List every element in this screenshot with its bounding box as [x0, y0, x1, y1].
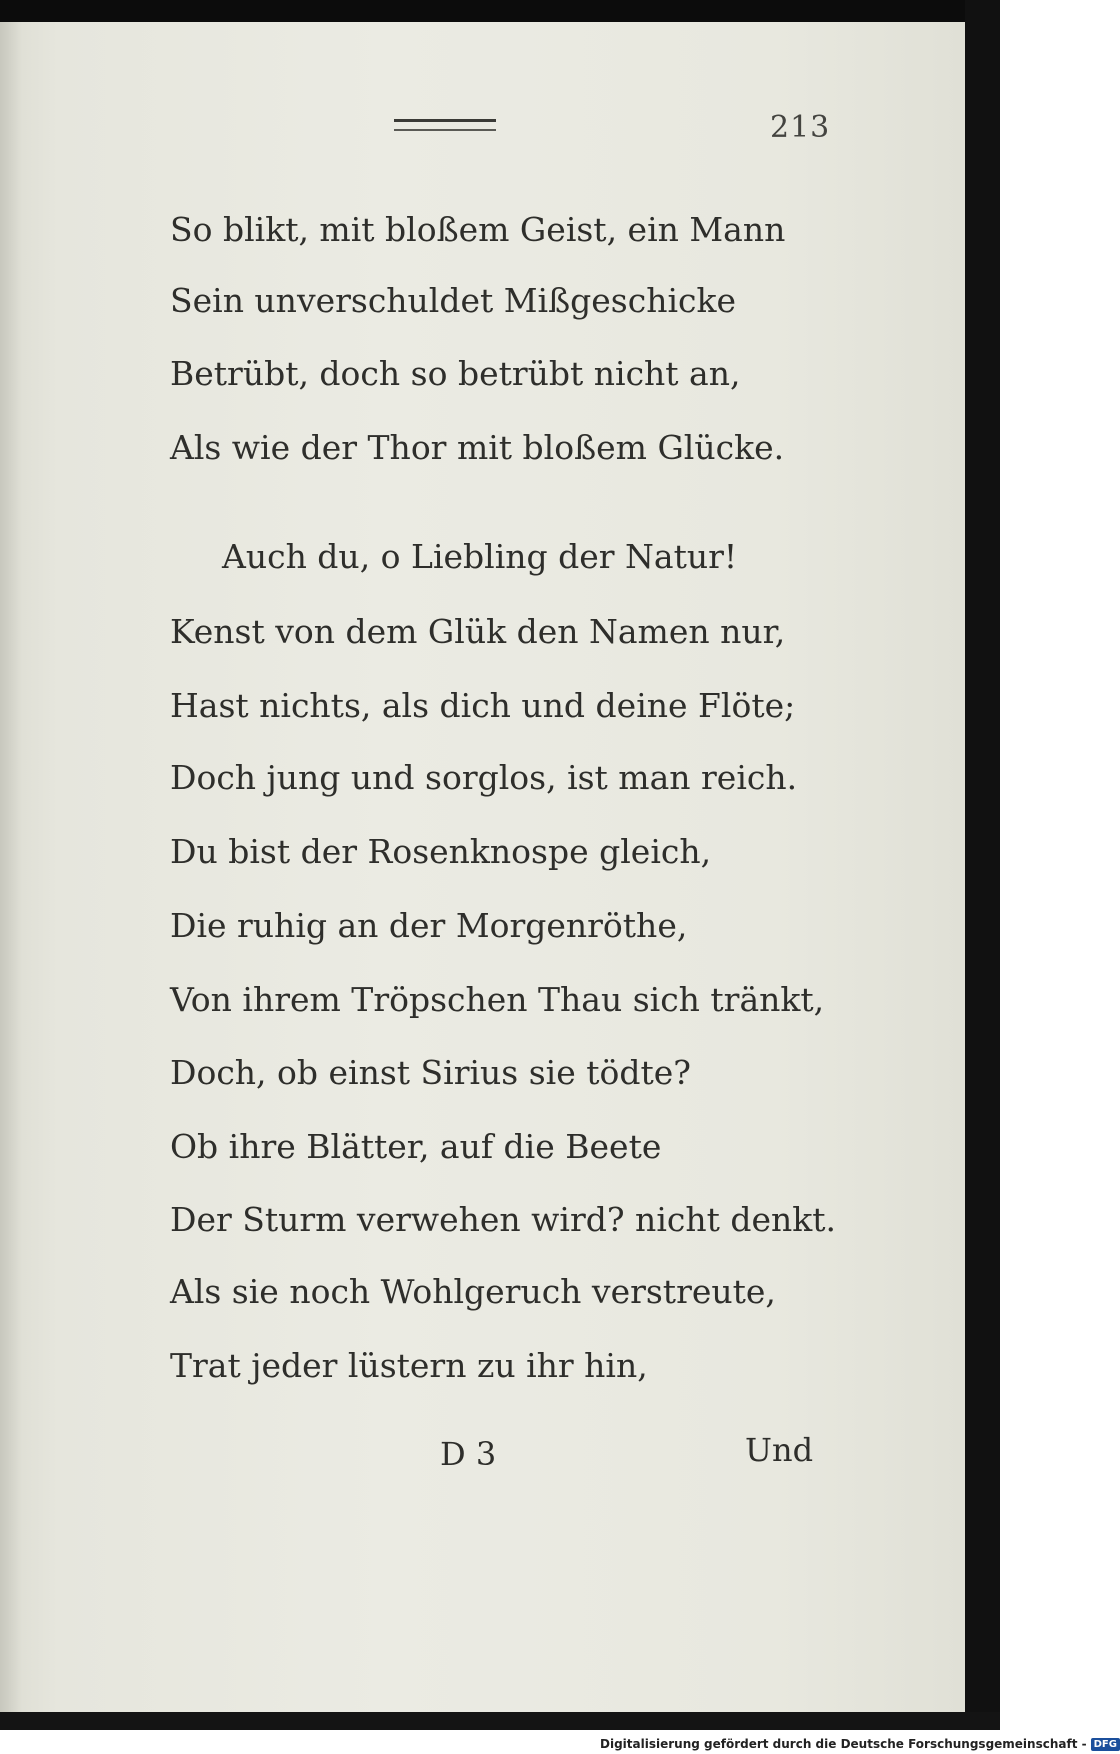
scan-top-border — [0, 0, 1000, 22]
poem-line: So blikt, mit bloßem Geist, ein Mann — [170, 210, 786, 249]
poem-line: Als wie der Thor mit bloßem Glücke. — [170, 428, 785, 467]
poem-line: Die ruhig an der Morgenröthe, — [170, 906, 688, 945]
poem-line: Der Sturm verwehen wird? nicht denkt. — [170, 1200, 837, 1239]
poem-line: Betrübt, doch so betrübt nicht an, — [170, 354, 741, 393]
poem-line: Sein unverschuldet Mißgeschicke — [170, 281, 737, 320]
poem-line: Hast nichts, als dich und deine Flöte; — [170, 686, 796, 725]
poem-line: Du bist der Rosenknospe gleich, — [170, 832, 712, 871]
catchword: Und — [745, 1431, 814, 1469]
dfg-logo: DFG — [1091, 1738, 1120, 1751]
scan-bottom-border — [0, 1712, 1000, 1730]
credit-text: Digitalisierung gefördert durch die Deutsche Forschungsgemeinschaft - — [600, 1737, 1087, 1751]
signature-mark: D 3 — [440, 1435, 497, 1473]
page-number: 213 — [770, 110, 831, 145]
poem-line: Trat jeder lüstern zu ihr hin, — [170, 1346, 648, 1385]
poem-line: Kenst von dem Glük den Namen nur, — [170, 612, 786, 651]
digitization-credit — [600, 1734, 1120, 1754]
stanza-first-line: Auch du, o Liebling der Natur! — [222, 537, 738, 576]
header-rule — [394, 119, 496, 131]
poem-line: Ob ihre Blätter, auf die Beete — [170, 1127, 662, 1166]
poem-line: Von ihrem Tröpschen Thau sich tränkt, — [170, 980, 825, 1019]
page-gutter-shadow — [0, 22, 22, 1712]
poem-line: Doch jung und sorglos, ist man reich. — [170, 758, 798, 797]
poem-line: Doch, ob einst Sirius sie tödte? — [170, 1053, 691, 1092]
poem-line: Als sie noch Wohlgeruch verstreute, — [170, 1272, 776, 1311]
scan-right-border — [965, 0, 1000, 1730]
